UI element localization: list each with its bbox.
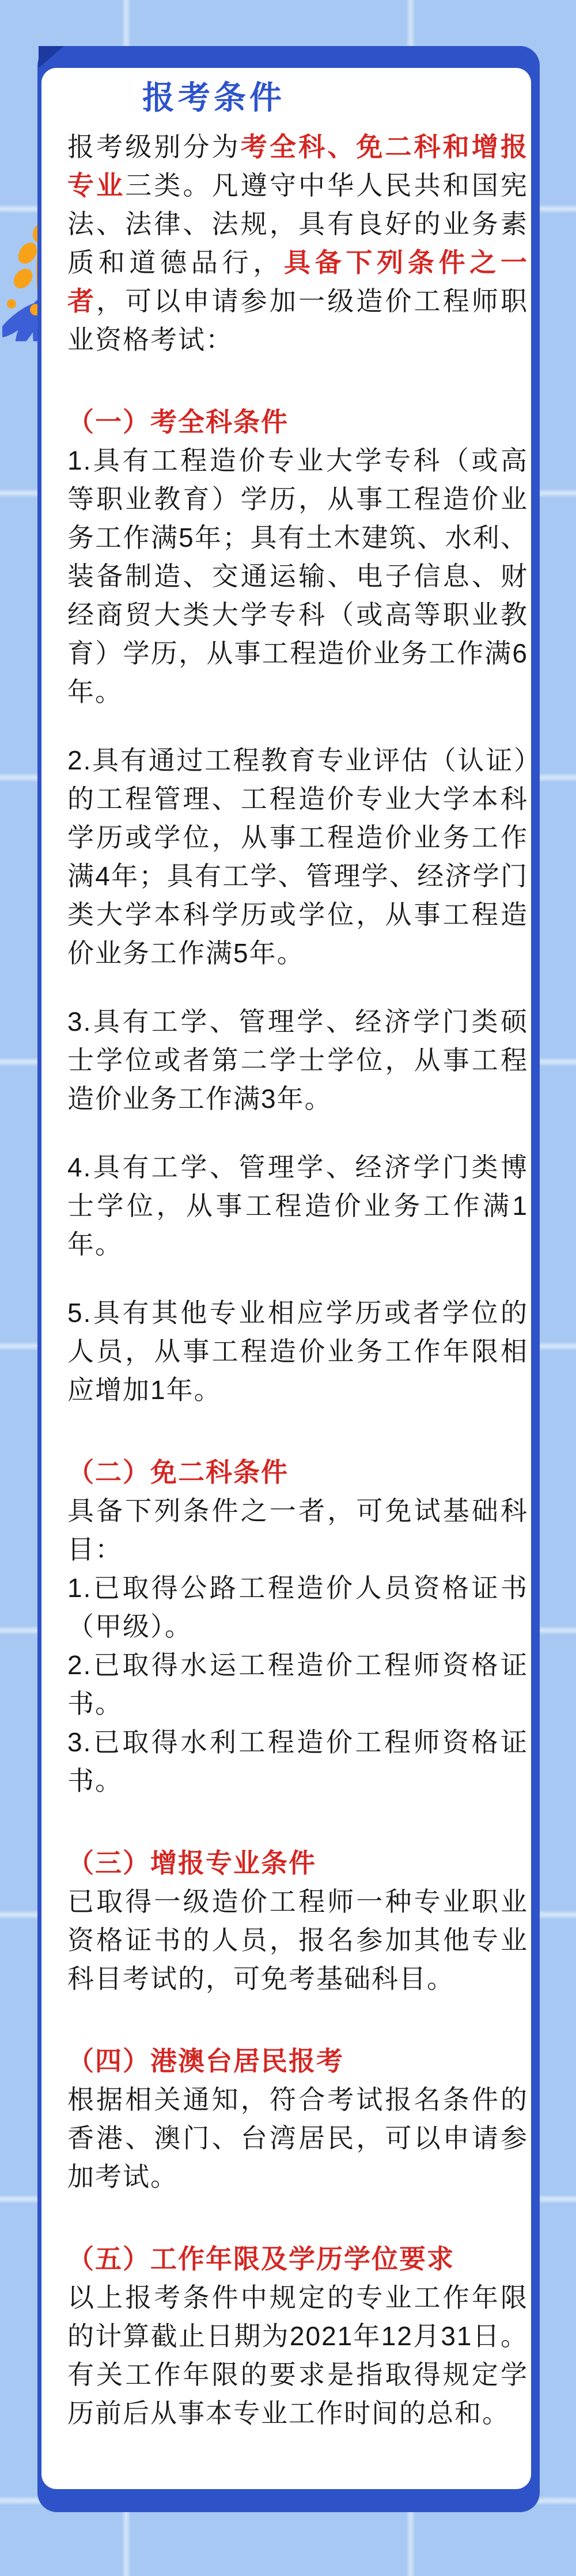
intro-text-segment: 报考级别分为 — [67, 132, 241, 162]
section-paragraph: 具备下列条件之一者，可免试基础科目： — [67, 1496, 528, 1564]
section-paragraph: 1.具有工程造价专业大学专科（或高等职业教育）学历，从事工程造价业务工作满5年；具有土木建筑、水利、装备制造、交通运输、电子信息、财经商贸大类大学专科（或高等职业教育）学历，从事工程造价业务工作满6年。 — [67, 445, 528, 707]
section-heading: （三）增报专业条件 — [67, 1848, 316, 1878]
section-paragraph: 2.具有通过工程教育专业评估（认证）的工程管理、工程造价专业大学本科学历或学位，从事工程造价业务工作满4年；具有工学、管理学、经济学门类大学本科学历或学位，从事工程造价业务工作满5年。 — [67, 745, 528, 968]
section-paragraph: 3.已取得水利工程造价工程师资格证书。 — [67, 1727, 528, 1796]
page-title: 报考条件 — [142, 79, 285, 116]
section-paragraph: 5.具有其他专业相应学历或者学位的人员，从事工程造价业务工作年限相应增加1年。 — [67, 1298, 528, 1405]
section-heading: （一）考全科条件 — [67, 407, 289, 437]
intro-text-segment: ，可以申请参加一级造价工程师职业资格考试： — [67, 286, 529, 355]
section-heading: （五）工作年限及学历学位要求 — [67, 2244, 454, 2274]
section-paragraph: 3.具有工学、管理学、经济学门类硕士学位或者第二学士学位，从事工程造价业务工作满3年。 — [67, 1007, 528, 1114]
section-heading: （四）港澳台居民报考 — [67, 2046, 344, 2076]
section-paragraph: 已取得一级造价工程师一种专业职业资格证书的人员，报名参加其他专业科目考试的，可免考基础科目。 — [67, 1887, 528, 1994]
content-card — [41, 68, 531, 2489]
intro-text-segment: 三类。凡遵守中华人民共和国宪法、法律、法规，具有良好的业务素质和道德品行， — [67, 170, 529, 277]
section-paragraph: 2.已取得水运工程造价工程师资格证书。 — [67, 1650, 528, 1718]
sections-container — [67, 403, 528, 2433]
card-frame — [37, 46, 540, 2512]
section-heading: （二）免二科条件 — [67, 1457, 289, 1487]
section-paragraph: 1.已取得公路工程造价人员资格证书（甲级）。 — [67, 1573, 528, 1641]
section-paragraph: 以上报考条件中规定的专业工作年限的计算截止日期为2021年12月31日。有关工作年限的要求是指取得规定学历前后从事本专业工作时间的总和。 — [67, 2282, 528, 2428]
section-paragraph: 根据相关通知，符合考试报名条件的香港、澳门、台湾居民，可以申请参加考试。 — [67, 2085, 528, 2192]
card-body — [67, 128, 528, 2433]
intro-paragraph — [67, 128, 528, 359]
intro-emphasis-segment: 具备下列条件之一者 — [67, 247, 529, 316]
intro-emphasis-segment: 考全科、免二科和增报专业 — [67, 132, 529, 200]
section-paragraph: 4.具有工学、管理学、经济学门类博士学位，从事工程造价业务工作满1年。 — [67, 1152, 528, 1259]
